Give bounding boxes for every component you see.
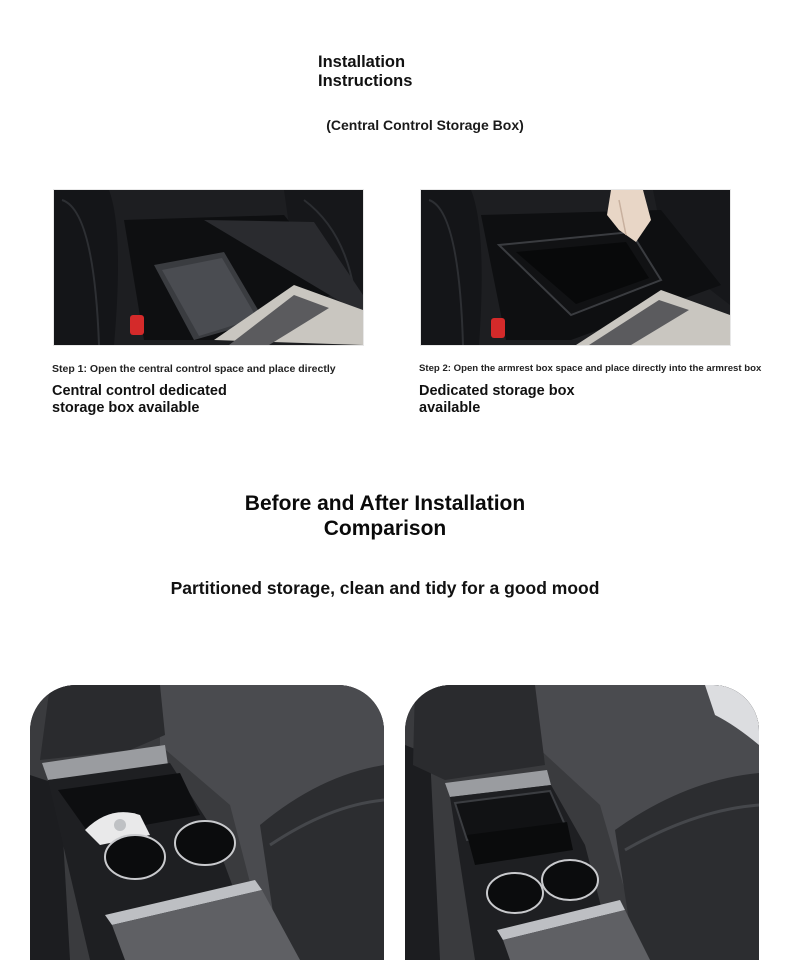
step1-photo	[54, 190, 363, 345]
comparison-tagline: Partitioned storage, clean and tidy for a good mood	[170, 578, 600, 598]
installation-title-line2: Instructions	[318, 72, 413, 90]
step2-description-line1: Dedicated storage box	[419, 383, 575, 399]
comparison-title	[195, 491, 575, 541]
installation-title-line1: Installation	[318, 53, 406, 71]
step2-description	[419, 383, 719, 417]
step1-description-line1: Central control dedicated	[52, 383, 227, 399]
installation-title	[318, 53, 518, 91]
comparison-title-line2: Comparison	[323, 517, 447, 540]
installation-subtitle: (Central Control Storage Box)	[326, 117, 524, 133]
step2-caption: Step 2: Open the armrest box space and place directly into the armrest box	[419, 363, 762, 374]
step2-description-line2: available	[419, 400, 481, 416]
step1-description-line2: storage box available	[52, 400, 200, 416]
step1-description	[52, 383, 352, 417]
step1-caption: Step 1: Open the central control space and place directly	[52, 363, 336, 375]
step2-photo	[421, 190, 730, 345]
before-photo	[30, 685, 384, 960]
after-photo	[405, 685, 759, 960]
comparison-title-line1: Before and After Installation	[244, 492, 526, 515]
